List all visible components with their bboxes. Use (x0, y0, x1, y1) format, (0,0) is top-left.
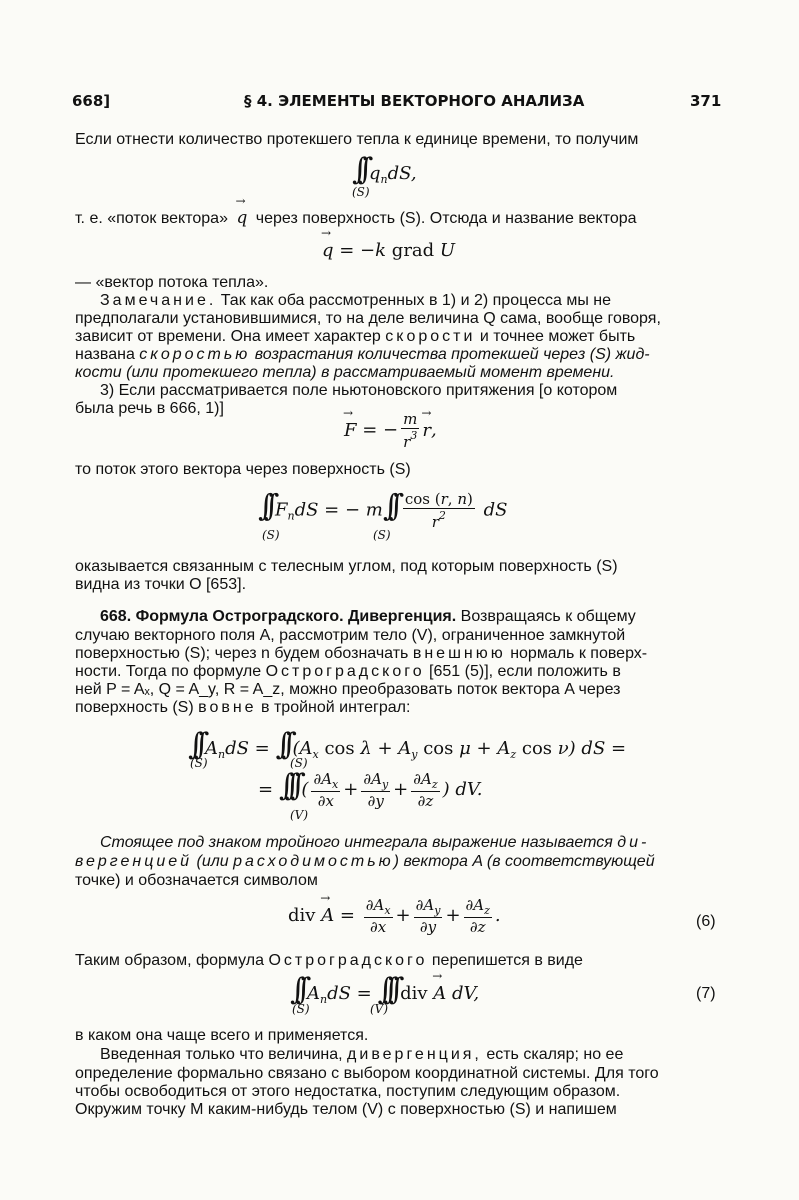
text-fragment: нормаль к поверх- (510, 645, 648, 662)
text-line: чтобы освободиться от этого недостатка, поступим следующим образом. (75, 1083, 621, 1100)
spaced-word: вовне (198, 699, 257, 716)
formula-F-def: → F = − $\frac{m}{r^3}$ → r, (344, 410, 437, 451)
text-line: 3) Если рассматривается поле ньютоновского притяжения [о котором (100, 382, 618, 399)
text-line: оказывается связанным с телесным углом, под которым поверхность (S) (75, 558, 618, 575)
text-fragment: зависит от времени. Она имеет характер (75, 328, 381, 345)
integral-domain: (S) (290, 756, 308, 770)
running-title: § 4. ЭЛЕМЕНТЫ ВЕКТОРНОГО АНАЛИЗА (244, 92, 585, 110)
spaced-word: Остроградского (265, 663, 425, 680)
text-line (75, 952, 583, 970)
text-line: определение формально связано с выбором координатной системы. Для того (75, 1065, 659, 1082)
formula-ostro-line1: ∫∫ $A_ndS$ = ∫∫ ($A_x$ $\cos \lambda + A_y$ $\cos \mu + A_z$ cos ν) dS = (188, 727, 627, 762)
text-fragment: Таким образом, формула (75, 952, 264, 969)
text-line (100, 292, 611, 310)
text-line: ней P = Aₓ, Q = A_y, R = A_z, можно преобразовать поток вектора A через (75, 681, 621, 698)
text-fragment: т. е. «поток вектора» (75, 210, 228, 227)
text-fragment: есть скаляр; но ее (486, 1046, 624, 1063)
text-line: Окружим точку M каким-нибудь телом (V) с поверхностью (S) и напишем (75, 1101, 617, 1118)
vector-q: → q (236, 208, 247, 228)
spaced-word: скоростью (139, 346, 251, 363)
text-fragment: Введенная только что величина, (100, 1046, 343, 1063)
integral-domain: (S) (292, 1002, 310, 1016)
remark-label: Замечание. (100, 292, 217, 309)
text-line: Если отнести количество протекшего тепла к единице времени, то получим (75, 131, 639, 148)
section-heading: 668. Формула Остроградского. Дивергенция. (100, 608, 457, 625)
text-fragment: Возвращаясь к общему (460, 608, 636, 625)
spaced-word: Остроградского (268, 952, 428, 969)
text-line: то поток этого вектора через поверхность (S) (75, 461, 411, 478)
text-fragment: [651 (5)], если положить в (429, 663, 621, 680)
text-line: видна из точки O [653]. (75, 576, 247, 593)
text-fragment: Так как оба рассмотренных в 1) и 2) процесса мы не (220, 292, 611, 309)
italic-fragment: Стоящее под знаком тройного интеграла выражение называется (100, 834, 613, 851)
spaced-word: расходимостью (233, 853, 394, 870)
text-line: точке) и обозначается символом (75, 872, 318, 889)
text-fragment: названа (75, 346, 135, 363)
text-line (75, 663, 621, 681)
spaced-word: ди- (617, 834, 650, 851)
text-fragment: и точнее может быть (479, 328, 636, 345)
text-fragment: поверхностью (S); через n будем обозначать (75, 645, 409, 662)
formula-div-def: div → A = $\frac{\partial A_x}{\partial x}$ + $\frac{\partial A_y}{\partial y}$ + $\frac{\partial A_z}{\partial z}$ . (288, 896, 501, 936)
text-fragment: ности. Тогда по формуле (75, 663, 262, 680)
italic-fragment: возрастания количества протекшей через (S) жид- (254, 346, 650, 363)
text-line (75, 853, 655, 871)
text-line (100, 608, 636, 626)
text-line (75, 208, 637, 228)
formula-ostro-line2: = ∫∫∫ ( $\frac{\partial A_x}{\partial x}$ + $\frac{\partial A_y}{\partial y}$ + $\frac{\partial A_z}{\partial z}$ ) dV. (258, 768, 483, 810)
page-number: 371 (690, 92, 722, 110)
formula-flux-q: ∫∫ $q_ndS$, (352, 152, 417, 187)
header-left-number: 668] (72, 92, 111, 110)
formula-eq7: ∫∫ $A_ndS$ = ∫∫∫ div → A dV, (290, 975, 479, 1006)
text-line (75, 645, 647, 663)
equation-number: (6) (696, 913, 716, 930)
text-line: кости (или протекшего тепла) в рассматриваемый момент времени. (75, 364, 615, 381)
spaced-word: внешнюю (412, 645, 506, 662)
text-line: случаю векторного поля A, рассмотрим тело (V), ограниченное замкнутой (75, 627, 626, 644)
integral-domain: (V) (290, 808, 309, 822)
integral-domain: (V) (370, 1002, 389, 1016)
text-line (75, 699, 410, 717)
text-line: — «вектор потока тепла». (75, 274, 269, 291)
text-fragment: в тройной интеграл: (261, 699, 411, 716)
integral-domain: (S) (373, 528, 391, 542)
formula-F-flux: ∫∫ $F_ndS$ = − m∫∫ $\frac{\cos (r, n)}{r^2}$ dS (258, 488, 508, 531)
spaced-word: скорости (385, 328, 476, 345)
spaced-word: вергенцией (75, 853, 193, 870)
spaced-word: дивергенция, (347, 1046, 482, 1063)
text-fragment: перепишется в виде (431, 952, 583, 969)
text-line (75, 328, 635, 346)
text-line: предполагали установившимися, то на деле величина Q сама, вообще говоря, (75, 310, 661, 327)
integral-domain: (S) (190, 756, 208, 770)
integral-domain: (S) (352, 185, 370, 199)
equation-number: (7) (696, 985, 716, 1002)
italic-fragment: ) вектора A (в соответствующей (393, 853, 655, 870)
text-line (75, 346, 650, 364)
integral-domain: (S) (262, 528, 280, 542)
formula-q-def: → q = −k grad U (322, 240, 455, 261)
text-line: в каком она чаще всего и применяется. (75, 1027, 369, 1044)
text-fragment: поверхность (S) (75, 699, 194, 716)
text-line (100, 1046, 623, 1064)
text-line (100, 834, 649, 852)
text-fragment: через поверхность (S). Отсюда и название вектора (255, 210, 637, 227)
text-line: была речь в 666, 1)] (75, 400, 224, 417)
italic-fragment: (или (196, 853, 229, 870)
